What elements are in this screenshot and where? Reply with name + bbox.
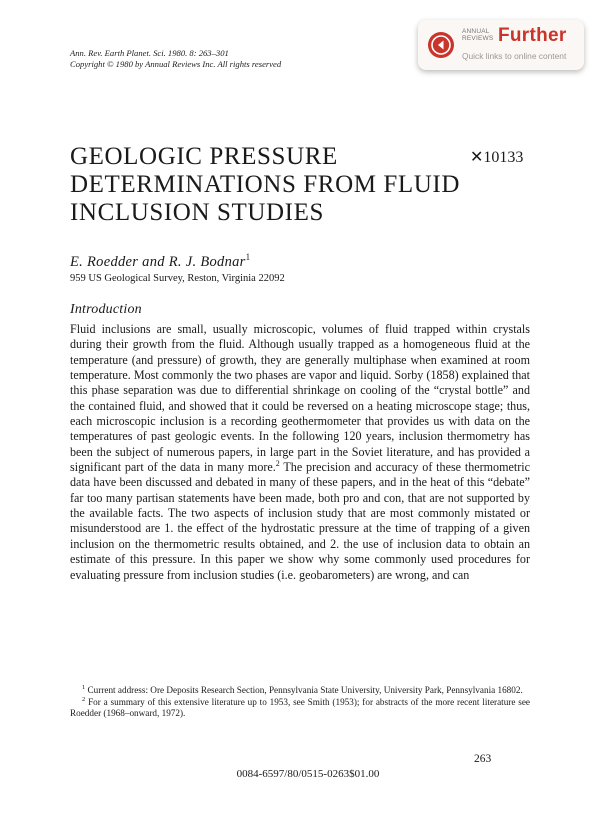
arrow-left-icon (428, 32, 454, 58)
footnote: $^2$ For a summary of this extensive literature up to 1953, see Smith (1953); for abstracts of the more recent literature see Roedder (1968–onward, 1972). (70, 695, 530, 719)
badge-further-label: Further (498, 25, 567, 46)
badge-subtitle: Quick links to online content (462, 51, 567, 61)
body-paragraph: Fluid inclusions are small, usually microscopic, volumes of fluid trapped within crystals during their growth from the fluid. Although usually trapped as a homogeneous fluid at the temperature (and pressure) of growth, they are generally multiphase when examined at room temperature. Most commonly the two phases are vapor and liquid. Sorby (1858) explained that this phase separation was due to differential shrinkage on cooling of the “crystal bottle” and the contained fluid, and showed that it could be reversed on a heating microscope stage; thus, each microscopic inclusion is a recording geothermometer that provides us with data on the temperatures of past geologic events. In the following 120 years, inclusion thermometry has been the subject of numerous papers, in large part in the Soviet literature, and has provided a significant part of the data in many more.$^2$ The precision and accuracy of these thermometric data have been discussed and debated in many of these papers, and in the heat of this “debate” far too many partisan statements have been made, both pro and con, that are not supported by the available facts. The two aspects of inclusion study that are most commonly mistated or misunderstood are 1. the effect of the hydrostatic pressure at the time of trapping of a given inclusion on the thermometric results obtained, and 2. the use of inclusion data to obtain an estimate of this pressure. In this paper we show why some commonly used procedures for evaluating pressure from inclusion studies (i.e. geobarometers) are wrong, and can (70, 322, 530, 582)
section-heading: Introduction (70, 302, 142, 317)
authors: E. Roedder and R. J. Bodnar$^1$ (70, 252, 251, 270)
footnotes (70, 685, 530, 720)
doi-line: 0084-6597/80/0515-0263$01.00 (236, 768, 380, 780)
journal-line: Ann. Rev. Earth Planet. Sci. 1980. 8: 263–301 (70, 48, 229, 58)
badge-publisher: ANNUAL REVIEWS (462, 28, 494, 42)
article-title: GEOLOGIC PRESSURE DETERMINATIONS FROM FLUID INCLUSION STUDIES (70, 143, 461, 226)
copyright-line: Copyright © 1980 by Annual Reviews Inc. All rights reserved (70, 59, 282, 69)
author-footnote-mark: 1 (245, 252, 251, 262)
journal-citation (70, 48, 281, 70)
article-code: ✕10133 (470, 149, 524, 166)
body-footnote-mark: 2 (275, 459, 280, 469)
affiliation: 959 US Geological Survey, Reston, Virginia 22092 (70, 273, 285, 284)
page-number: 263 (474, 753, 492, 765)
footnote: $^1$ Current address: Ore Deposits Research Section, Pennsylvania State University, University Park, Pennsylvania 16802. (82, 683, 523, 695)
further-badge[interactable] (418, 20, 584, 70)
